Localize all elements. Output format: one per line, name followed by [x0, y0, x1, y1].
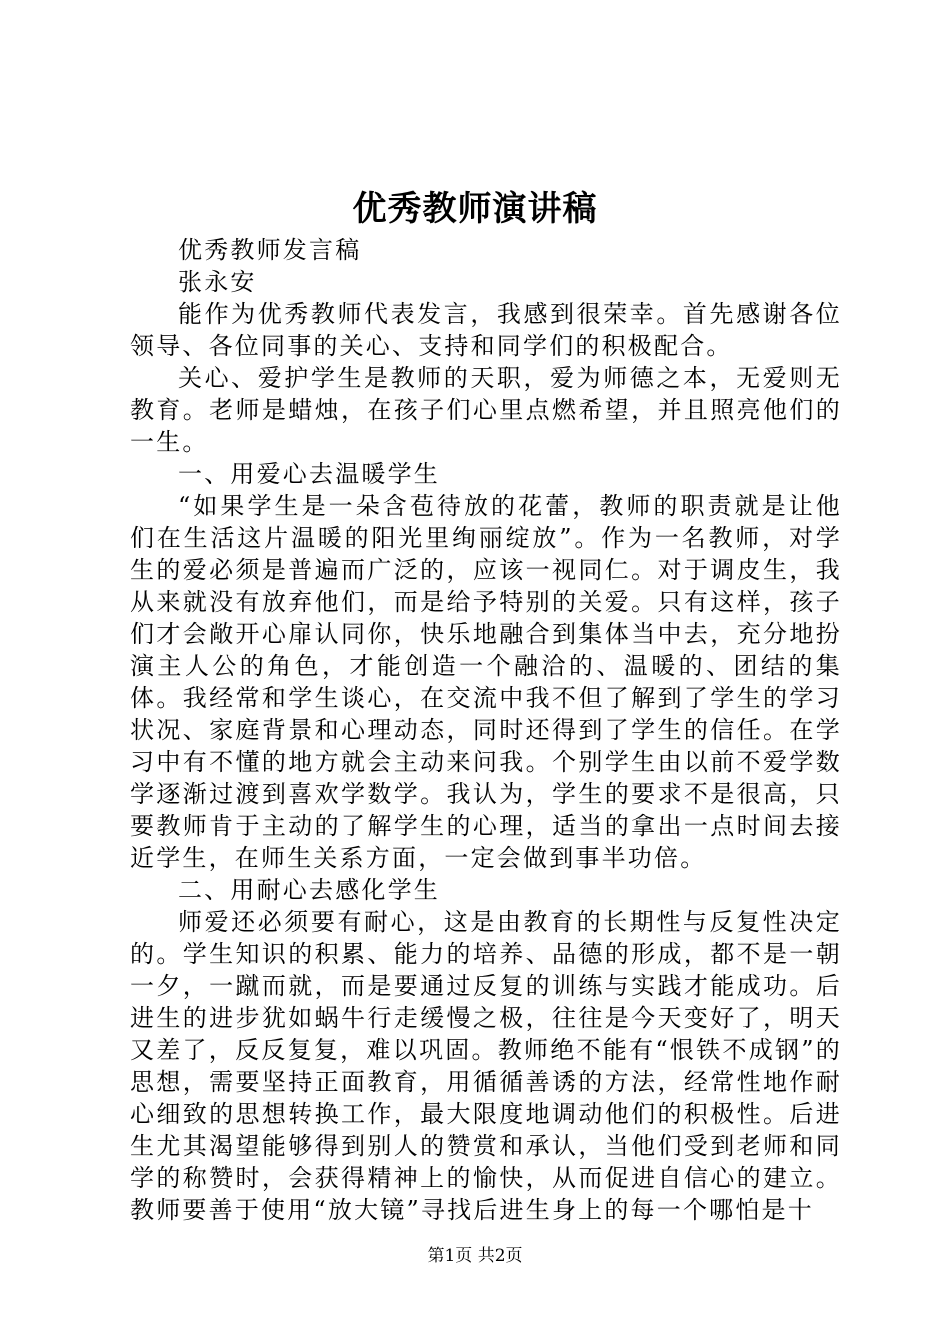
paragraph-section-2: 师爱还必须要有耐心，这是由教育的长期性与反复性决定的。学生知识的积累、能力的培养、品德的形成，都不是一朝一夕，一蹴而就，而是要通过反复的训练与实践才能成功。后进生的进步犹如蜗牛行走缓慢之极，往往是今天变好了，明天又差了，反反复复，难以巩固。教师绝不能有“恨铁不成钢”的思想，需要坚持正面教育，用循循善诱的方法，经常性地作耐心细致的思想转换工作，最大限度地调动他们的积极性。后进生尤其渴望能够得到别人的赞赏和承认，当他们受到老师和同学的称赞时，会获得精神上的愉快，从而促进自信心的建立。教师要善于使用“放大镜”寻找后进生身上的每一个哪怕是十: [130, 908, 842, 1224]
paragraph-intro: 能作为优秀教师代表发言，我感到很荣幸。首先感谢各位领导、各位同事的关心、支持和同学们的积极配合。: [130, 300, 842, 360]
paragraph-section-1: “如果学生是一朵含苞待放的花蕾，教师的职责就是让他们在生活这片温暖的阳光里绚丽绽放”。作为一名教师，对学生的爱必须是普遍而广泛的，应该一视同仁。对于调皮生，我从来就没有放弃他们，而是给予特别的关爱。只有这样，孩子们才会敞开心扉认同你，快乐地融合到集体当中去，充分地扮演主人公的角色，才能创造一个融洽的、温暖的、团结的集体。我经常和学生谈心，在交流中我不但了解到了学生的学习状况、家庭背景和心理动态，同时还得到了学生的信任。在学习中有不懂的地方就会主动来问我。个别学生由以前不爱学数学逐渐过渡到喜欢学数学。我认为，学生的要求不是很高，只要教师肯于主动的了解学生的心理，适当的拿出一点时间去接近学生，在师生关系方面，一定会做到事半功倍。: [130, 492, 842, 872]
document-body: [130, 234, 842, 1226]
paragraph-care: 关心、爱护学生是教师的天职，爱为师德之本，无爱则无教育。老师是蜡烛，在孩子们心里点燃希望，并且照亮他们的一生。: [130, 364, 842, 456]
document-title: 优秀教师演讲稿: [352, 189, 598, 229]
paragraph-subtitle: 优秀教师发言稿: [178, 236, 362, 264]
page-number-footer: 第1页 共2页: [427, 1246, 523, 1266]
section-heading-2: 二、用耐心去感化学生: [178, 876, 440, 904]
paragraph-author: 张永安: [178, 268, 257, 296]
section-heading-1: 一、用爱心去温暖学生: [178, 460, 440, 488]
